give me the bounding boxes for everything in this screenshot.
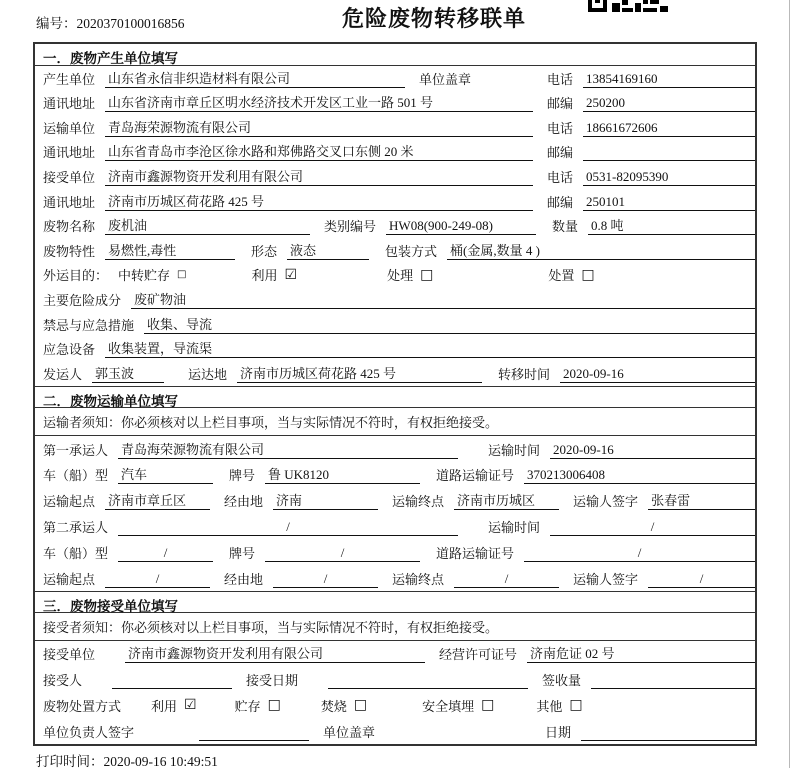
category-code-value: HW08(900-249-08) xyxy=(386,218,536,235)
transfer-purpose-label: 外运目的： xyxy=(43,268,109,284)
via-2-value: / xyxy=(273,571,378,588)
section3-header: 三．废物接受单位填写 xyxy=(35,591,755,613)
producer-unit-value: 山东省永信非织造材料有限公司 xyxy=(105,68,405,88)
recipient-label: 接受人 xyxy=(43,673,83,689)
transport-time-label: 运输时间 xyxy=(488,519,541,535)
disposal-option-incinerate xyxy=(321,696,367,715)
receiver-phone-label: 电话 xyxy=(546,169,573,185)
print-time-value: 2020-09-16 10:49:51 xyxy=(103,754,218,769)
row-producer-address xyxy=(35,91,755,116)
producer-address-label: 通讯地址 xyxy=(43,96,96,112)
row-second-carrier xyxy=(35,513,755,539)
shipper-value: 郭玉波 xyxy=(92,363,164,383)
transfer-time-value: 2020-09-16 xyxy=(560,366,755,383)
row-shipper xyxy=(35,361,755,386)
hazard-components-value: 废矿物油 xyxy=(131,289,755,309)
via-value: 济南 xyxy=(273,490,378,510)
sign-date-value xyxy=(581,724,755,741)
row-emergency-equipment xyxy=(35,337,755,362)
physical-form-value: 液态 xyxy=(287,240,369,260)
destination-value: 济南市历城区荷花路 425 号 xyxy=(237,363,482,383)
transporter-unit-value: 青岛海荣源物流有限公司 xyxy=(105,117,533,137)
disposal-option-label: 贮存 xyxy=(234,698,261,714)
quantity-label: 数量 xyxy=(552,219,579,235)
waste-traits-value: 易燃性,毒性 xyxy=(105,240,235,260)
receiver-zip-value: 250101 xyxy=(583,194,755,211)
transport-end-2-value: / xyxy=(454,571,559,588)
checkbox-unchecked-icon: □ xyxy=(581,266,595,283)
waste-name-label: 废物名称 xyxy=(43,219,96,235)
second-carrier-value: / xyxy=(118,519,458,536)
row-producer-unit xyxy=(35,66,755,91)
purpose-option-label: 利用 xyxy=(251,268,278,284)
sign-date-label: 日期 xyxy=(545,724,572,740)
recipient-value xyxy=(112,672,232,689)
row-taboo-measures xyxy=(35,312,755,337)
packing-value: 桶(金属,数量 4 ) xyxy=(447,240,755,260)
row-accepting-unit xyxy=(35,641,755,667)
row-waste-name xyxy=(35,214,755,239)
receiver-zip-label: 邮编 xyxy=(546,194,573,210)
transport-time-label: 运输时间 xyxy=(488,442,541,458)
row-waste-traits xyxy=(35,238,755,263)
row-vehicle-2 xyxy=(35,539,755,565)
receiver-address-value: 济南市历城区荷花路 425 号 xyxy=(105,191,533,211)
vehicle-type-label: 车（船）型 xyxy=(43,545,109,561)
qr-code-fragment-icon xyxy=(588,0,668,12)
row-vehicle-1 xyxy=(35,462,755,488)
row-first-carrier xyxy=(35,436,755,462)
serial-value: 2020370100016856 xyxy=(76,16,185,31)
row-route-2 xyxy=(35,565,755,591)
head-signature-label: 单位负责人签字 xyxy=(43,724,135,740)
producer-unit-label: 产生单位 xyxy=(43,71,96,87)
disposal-option-label: 安全填埋 xyxy=(422,698,475,714)
purpose-option-label: 处理 xyxy=(387,268,414,284)
carrier-signature-2-value: / xyxy=(648,571,755,588)
emergency-equipment-value: 收集装置，导流渠 xyxy=(105,338,755,358)
checkbox-unchecked-icon: □ xyxy=(267,697,281,714)
purpose-option-utilize xyxy=(251,265,297,284)
road-permit-label: 道路运输证号 xyxy=(436,545,515,561)
checkbox-checked-icon: ☑ xyxy=(284,266,298,283)
purpose-option-treat xyxy=(387,265,433,284)
hazard-components-label: 主要危险成分 xyxy=(43,292,122,308)
disposal-option-storage xyxy=(235,696,281,715)
purpose-option-transit-storage xyxy=(118,265,186,284)
license-number-value: 济南危证 02 号 xyxy=(527,643,755,663)
via-label: 经由地 xyxy=(224,494,264,510)
disposal-option-label: 其他 xyxy=(536,698,563,714)
vehicle-type-value: 汽车 xyxy=(118,464,213,484)
head-signature-value xyxy=(199,724,309,741)
section2-header: 二．废物运输单位填写 xyxy=(35,386,755,408)
transport-origin-label: 运输起点 xyxy=(43,571,96,587)
receiver-unit-label: 接受单位 xyxy=(43,169,96,185)
road-permit-2-value: / xyxy=(524,545,755,562)
page-edge-divider xyxy=(789,0,790,768)
plate-number-label: 牌号 xyxy=(229,468,256,484)
received-amount-value xyxy=(591,672,755,689)
plate-number-label: 牌号 xyxy=(229,545,256,561)
receiver-address-label: 通讯地址 xyxy=(43,194,96,210)
waste-traits-label: 废物特性 xyxy=(43,243,96,259)
plate-number-2-value: / xyxy=(265,545,420,562)
row-recipient xyxy=(35,666,755,692)
disposal-option-landfill xyxy=(422,696,494,715)
via-label: 经由地 xyxy=(224,571,264,587)
transport-origin-label: 运输起点 xyxy=(43,494,96,510)
checkbox-unchecked-icon: □ xyxy=(353,697,368,714)
waste-name-value: 废机油 xyxy=(105,215,310,235)
checkbox-checked-icon: ☑ xyxy=(184,697,197,714)
producer-phone-label: 电话 xyxy=(546,71,573,87)
transport-end-value: 济南市历城区 xyxy=(454,490,559,510)
transport-origin-2-value: / xyxy=(105,571,210,588)
received-amount-label: 签收量 xyxy=(542,673,582,689)
license-number-label: 经营许可证号 xyxy=(439,647,518,663)
purpose-option-dispose xyxy=(548,265,594,284)
checkbox-unchecked-icon: □ xyxy=(481,697,495,714)
producer-zip-label: 邮编 xyxy=(546,96,573,112)
transporter-phone-value: 18661672606 xyxy=(583,120,755,137)
transporter-notice: 运输者须知：你必须核对以上栏目事项，当与实际情况不符时，有权拒绝接受。 xyxy=(35,408,755,436)
quantity-value: 0.8 吨 xyxy=(588,215,755,235)
shipper-label: 发运人 xyxy=(43,366,83,382)
second-carrier-time-value: / xyxy=(550,519,755,536)
first-carrier-value: 青岛海荣源物流有限公司 xyxy=(118,439,458,459)
checkbox-unchecked-icon: □ xyxy=(569,697,583,714)
row-head-signature xyxy=(35,718,755,744)
accept-date-value xyxy=(328,672,528,689)
destination-label: 运达地 xyxy=(188,366,228,382)
row-receiver-address xyxy=(35,189,755,214)
unit-seal-label: 单位盖章 xyxy=(323,724,376,740)
vehicle-type-label: 车（船）型 xyxy=(43,468,109,484)
first-carrier-time-value: 2020-09-16 xyxy=(550,442,755,459)
row-hazard-components xyxy=(35,287,755,312)
page-title: 危险废物转移联单 xyxy=(341,6,527,31)
disposal-option-other xyxy=(536,696,582,715)
receiver-phone-value: 0531-82095390 xyxy=(583,169,755,186)
transporter-phone-label: 电话 xyxy=(546,120,573,136)
section-transporter xyxy=(35,386,755,591)
print-time xyxy=(36,750,218,770)
section-receiver xyxy=(35,591,755,744)
purpose-option-label: 处置 xyxy=(548,268,575,284)
producer-phone-value: 13854169160 xyxy=(583,71,755,88)
disposal-option-utilize xyxy=(151,696,197,715)
road-permit-label: 道路运输证号 xyxy=(436,468,515,484)
transporter-unit-label: 运输单位 xyxy=(43,120,96,136)
checkbox-unchecked-icon: □ xyxy=(177,268,187,280)
purpose-option-label: 中转贮存 xyxy=(118,268,171,284)
category-code-label: 类别编号 xyxy=(324,219,377,235)
plate-number-value: 鲁 UK8120 xyxy=(265,464,420,484)
transporter-address-value: 山东省青岛市李沧区徐水路和郑佛路交叉口东侧 20 米 xyxy=(105,141,533,161)
transporter-zip-value xyxy=(583,144,755,161)
section1-header: 一．废物产生单位填写 xyxy=(35,44,755,66)
accepting-unit-value: 济南市鑫源物资开发利用有限公司 xyxy=(125,643,425,663)
transporter-zip-label: 邮编 xyxy=(546,145,573,161)
print-time-label: 打印时间： xyxy=(36,754,104,769)
vehicle-type-2-value: / xyxy=(118,545,213,562)
row-route-1 xyxy=(35,487,755,513)
unit-seal-label: 单位盖章 xyxy=(419,71,472,87)
row-receiver-unit xyxy=(35,164,755,189)
manifest-form xyxy=(33,42,757,746)
taboo-measures-value: 收集、导流 xyxy=(144,314,755,334)
row-transporter-address xyxy=(35,140,755,165)
row-transfer-purpose xyxy=(35,263,755,288)
accept-date-label: 接受日期 xyxy=(246,673,299,689)
checkbox-unchecked-icon: □ xyxy=(420,266,434,283)
carrier-signature-label: 运输人签字 xyxy=(573,571,639,587)
serial-label: 编号： xyxy=(36,16,77,31)
document-header xyxy=(0,0,796,42)
emergency-equipment-label: 应急设备 xyxy=(43,342,96,358)
transporter-address-label: 通讯地址 xyxy=(43,145,96,161)
second-carrier-label: 第二承运人 xyxy=(43,519,109,535)
disposal-option-label: 利用 xyxy=(151,698,178,714)
accepting-unit-label: 接受单位 xyxy=(43,647,96,663)
disposal-method-label: 废物处置方式 xyxy=(43,698,122,714)
first-carrier-label: 第一承运人 xyxy=(43,442,109,458)
producer-zip-value: 250200 xyxy=(583,95,755,112)
receiver-notice: 接受者须知：你必须核对以上栏目事项，当与实际情况不符时，有权拒绝接受。 xyxy=(35,613,755,641)
section-producer xyxy=(35,44,755,386)
producer-address-value: 山东省济南市章丘区明水经济技术开发区工业一路 501 号 xyxy=(105,92,533,112)
packing-label: 包装方式 xyxy=(385,243,438,259)
carrier-signature-value: 张春雷 xyxy=(648,490,755,510)
transport-end-label: 运输终点 xyxy=(392,494,445,510)
serial-number xyxy=(36,12,185,32)
disposal-option-label: 焚烧 xyxy=(320,698,347,714)
transfer-time-label: 转移时间 xyxy=(498,366,551,382)
road-permit-value: 370213006408 xyxy=(524,467,755,484)
carrier-signature-label: 运输人签字 xyxy=(573,494,639,510)
transport-end-label: 运输终点 xyxy=(392,571,445,587)
transport-origin-value: 济南市章丘区 xyxy=(105,490,210,510)
taboo-measures-label: 禁忌与应急措施 xyxy=(43,317,135,333)
row-transporter-unit xyxy=(35,115,755,140)
receiver-unit-value: 济南市鑫源物资开发利用有限公司 xyxy=(105,166,533,186)
row-disposal-method xyxy=(35,692,755,718)
physical-form-label: 形态 xyxy=(251,243,278,259)
